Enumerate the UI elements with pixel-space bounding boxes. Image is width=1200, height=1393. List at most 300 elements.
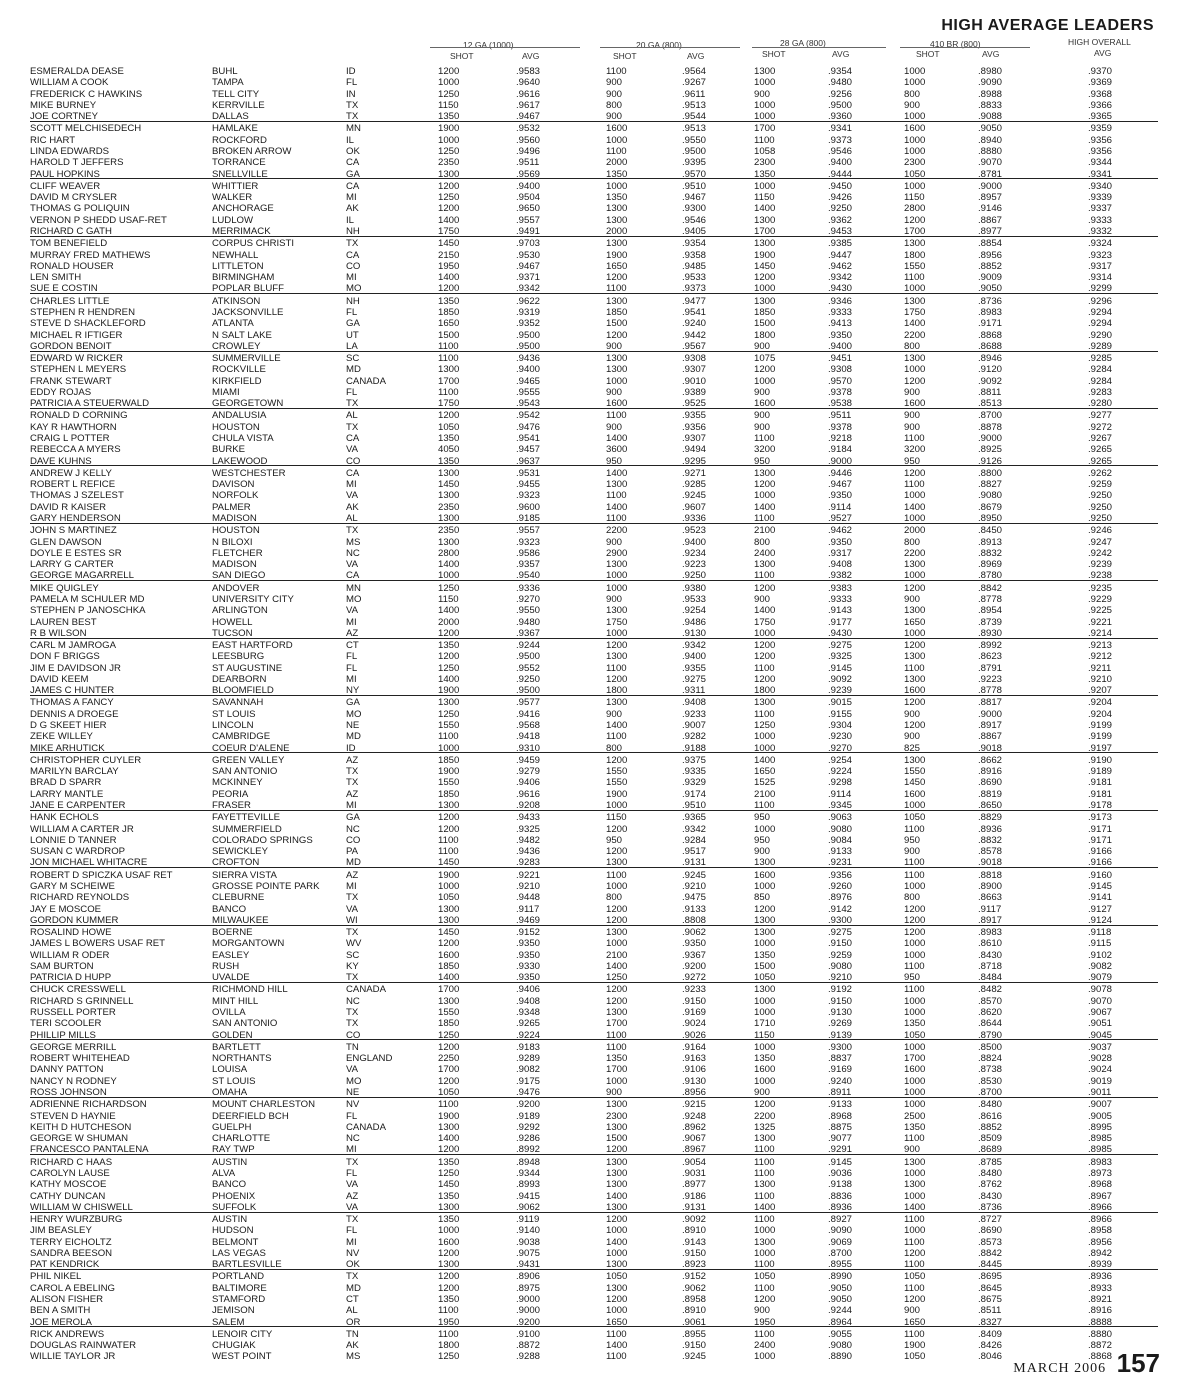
city-cell: NORTHANTS bbox=[212, 1053, 272, 1065]
shot-410-cell: 1300 bbox=[904, 605, 926, 617]
shooter-name-cell: GARY HENDERSON bbox=[30, 513, 121, 524]
avg-20-cell: .9442 bbox=[682, 329, 707, 341]
city-cell: GROSSE POINTE PARK bbox=[212, 880, 320, 892]
city-cell: SAN ANTONIO bbox=[212, 766, 278, 778]
avg-20-cell: .9541 bbox=[682, 306, 707, 318]
shot-410-cell: 1000 bbox=[904, 1167, 926, 1179]
shooter-name-cell: GLEN DAWSON bbox=[30, 536, 102, 548]
shooter-name-cell: LARRY G CARTER bbox=[30, 559, 114, 571]
shooter-name-cell: DAVID KEEM bbox=[30, 673, 89, 685]
shot-410-cell: 1000 bbox=[904, 1087, 926, 1098]
shot-12-cell: 1550 bbox=[438, 777, 460, 789]
shooter-name-cell: RICK ANDREWS bbox=[30, 1328, 105, 1340]
avg-12-cell: .9000 bbox=[516, 1294, 541, 1305]
avg-overall-cell: .9028 bbox=[1088, 1053, 1113, 1065]
shot-28-cell: 1400 bbox=[754, 605, 776, 617]
avg-12-cell: .9465 bbox=[516, 375, 541, 387]
avg-410-cell: .9000 bbox=[978, 433, 1003, 444]
avg-28-cell: .9080 bbox=[828, 823, 853, 835]
shot-12-cell: 1400 bbox=[438, 673, 460, 685]
avg-410-cell: .8570 bbox=[978, 995, 1003, 1007]
avg-410-cell: .8430 bbox=[978, 1190, 1003, 1202]
shooter-name-cell: SUSAN C WARDROP bbox=[30, 846, 126, 858]
avg-12-cell: .9250 bbox=[516, 673, 541, 685]
group-divider bbox=[30, 236, 1158, 237]
avg-12-cell: .9617 bbox=[516, 99, 541, 111]
shot-28-cell: 1200 bbox=[754, 582, 776, 594]
city-cell: ALVA bbox=[212, 1167, 236, 1179]
avg-overall-cell: .9171 bbox=[1088, 834, 1113, 846]
state-cell: CA bbox=[346, 433, 360, 444]
avg-410-cell: .8450 bbox=[978, 525, 1003, 537]
shot-20-cell: 1300 bbox=[606, 214, 628, 226]
shot-20-cell: 1000 bbox=[606, 570, 628, 582]
avg-12-cell: .9500 bbox=[516, 685, 541, 697]
avg-overall-cell: .9356 bbox=[1088, 134, 1113, 146]
shot-410-cell: 1600 bbox=[904, 685, 926, 697]
shooter-name-cell: RICHARD REYNOLDS bbox=[30, 892, 130, 904]
shot-20-cell: 800 bbox=[606, 892, 623, 904]
shot-12-cell: 1700 bbox=[438, 375, 460, 387]
shot-20-cell: 1500 bbox=[606, 1133, 628, 1145]
avg-overall-cell: .9299 bbox=[1088, 283, 1113, 295]
state-cell: FL bbox=[346, 386, 358, 398]
shooter-name-cell: JAMES L BOWERS USAF RET bbox=[30, 938, 166, 950]
shot-28-cell: 1000 bbox=[754, 111, 776, 123]
shot-28-cell: 1100 bbox=[754, 134, 775, 146]
avg-410-cell: .8878 bbox=[978, 421, 1003, 433]
avg-12-cell: .9289 bbox=[516, 1053, 541, 1065]
avg-20-cell: .9163 bbox=[682, 1053, 707, 1065]
avg-28-cell: .9354 bbox=[828, 66, 853, 77]
shooter-name-cell: DAVID R KAISER bbox=[30, 501, 107, 513]
avg-12-cell: .9183 bbox=[516, 1041, 541, 1053]
shot-28-cell: 2200 bbox=[754, 1110, 776, 1122]
city-cell: TELL CITY bbox=[212, 88, 260, 100]
shot-410-cell: 1000 bbox=[904, 364, 926, 376]
shooter-name-cell: PHIL NIKEL bbox=[30, 1271, 82, 1283]
avg-28-cell: .9383 bbox=[828, 582, 853, 594]
shot-410-cell: 2200 bbox=[904, 329, 926, 341]
avg-410-cell: .8868 bbox=[978, 329, 1003, 341]
shot-28-cell: 1200 bbox=[754, 673, 776, 685]
shot-20-cell: 1300 bbox=[606, 1282, 628, 1294]
avg-28-cell: .9300 bbox=[828, 914, 853, 926]
avg-overall-cell: .9204 bbox=[1088, 697, 1113, 709]
avg-28-cell: .9250 bbox=[828, 203, 853, 215]
shot-20-cell: 2000 bbox=[606, 157, 628, 169]
state-cell: VA bbox=[346, 444, 359, 456]
state-cell: GA bbox=[346, 697, 360, 709]
avg-20-cell: .9494 bbox=[682, 444, 707, 456]
shot-28-cell: 1400 bbox=[754, 501, 776, 513]
avg-410-cell: .8983 bbox=[978, 306, 1003, 318]
city-cell: LENOIR CITY bbox=[212, 1328, 273, 1340]
shot-12-cell: 1300 bbox=[438, 490, 460, 502]
shot-20-cell: 1100 bbox=[606, 1029, 627, 1041]
avg-28-cell: .9275 bbox=[828, 640, 853, 651]
avg-20-cell: .9307 bbox=[682, 364, 707, 376]
avg-28-cell: .9378 bbox=[828, 386, 853, 398]
avg-410-cell: .8940 bbox=[978, 134, 1003, 146]
shot-20-cell: 900 bbox=[606, 1087, 623, 1098]
shot-28-cell: 1650 bbox=[754, 766, 776, 778]
group-divider bbox=[30, 1212, 1158, 1213]
state-cell: MD bbox=[346, 857, 361, 869]
avg-overall-cell: .9369 bbox=[1088, 77, 1113, 89]
avg-410-cell: .9223 bbox=[978, 673, 1003, 685]
avg-410-cell: .8700 bbox=[978, 1087, 1003, 1098]
avg-12-cell: .9406 bbox=[516, 984, 541, 996]
avg-12-cell: .9038 bbox=[516, 1236, 541, 1248]
avg-410-cell: .8832 bbox=[978, 834, 1003, 846]
avg-overall-cell: .9124 bbox=[1088, 914, 1113, 926]
shooter-name-cell: WILLIAM W CHISWELL bbox=[30, 1201, 133, 1213]
shot-410-cell: 1300 bbox=[904, 673, 926, 685]
shooter-name-cell: SANDRA BEESON bbox=[30, 1247, 113, 1259]
state-cell: ID bbox=[346, 66, 356, 77]
avg-12-cell: .9185 bbox=[516, 513, 541, 524]
shot-20-cell: 2000 bbox=[606, 226, 628, 237]
shooter-name-cell: KEITH D HUTCHESON bbox=[30, 1121, 132, 1133]
shot-410-cell: 1100 bbox=[904, 869, 925, 881]
avg-410-cell: .8623 bbox=[978, 651, 1003, 663]
city-cell: RICHMOND HILL bbox=[212, 984, 288, 996]
avg-overall-cell: .9259 bbox=[1088, 479, 1113, 491]
shot-20-cell: 1300 bbox=[606, 697, 628, 709]
avg-20-cell: .9355 bbox=[682, 410, 707, 422]
shot-20-cell: 1000 bbox=[606, 938, 628, 950]
shot-20-cell: 1300 bbox=[606, 1007, 628, 1018]
shot-20-cell: 1700 bbox=[606, 1064, 628, 1076]
city-cell: UVALDE bbox=[212, 972, 250, 984]
avg-12-cell: .9371 bbox=[516, 272, 541, 284]
shot-20-cell: 2900 bbox=[606, 547, 628, 559]
avg-410-cell: .8977 bbox=[978, 226, 1003, 237]
avg-20-cell: .9335 bbox=[682, 766, 707, 778]
shooter-name-cell: GARY M SCHEIWE bbox=[30, 880, 115, 892]
avg-12-cell: .9500 bbox=[516, 340, 541, 352]
shot-410-cell: 1400 bbox=[904, 318, 926, 330]
avg-20-cell: .9395 bbox=[682, 157, 707, 169]
shot-28-cell: 900 bbox=[754, 846, 771, 858]
avg-overall-cell: .9011 bbox=[1088, 1087, 1112, 1098]
shot-20-cell: 1300 bbox=[606, 1099, 628, 1111]
state-cell: TX bbox=[346, 421, 359, 433]
avg-20-cell: .9174 bbox=[682, 788, 707, 800]
shooter-name-cell: NANCY N RODNEY bbox=[30, 1075, 117, 1087]
avg-410-cell: .9092 bbox=[978, 375, 1003, 387]
city-cell: N BILOXI bbox=[212, 536, 253, 548]
avg-410-cell: .8852 bbox=[978, 260, 1003, 272]
avg-12-cell: .9616 bbox=[516, 88, 541, 100]
shot-410-cell: 1000 bbox=[904, 1099, 926, 1111]
shot-20-cell: 1000 bbox=[606, 134, 628, 146]
avg-410-cell: .8644 bbox=[978, 1018, 1003, 1030]
city-cell: HAMLAKE bbox=[212, 123, 258, 135]
avg-410-cell: .8827 bbox=[978, 479, 1003, 491]
state-cell: IL bbox=[346, 134, 355, 146]
avg-28-cell: .9063 bbox=[828, 812, 853, 824]
header-rule-20 bbox=[600, 47, 740, 48]
shot-28-cell: 900 bbox=[754, 593, 771, 605]
shooter-name-cell: MARILYN BARCLAY bbox=[30, 766, 119, 778]
avg-12-cell: .9476 bbox=[516, 421, 541, 433]
state-cell: MD bbox=[346, 731, 361, 743]
avg-410-cell: .8913 bbox=[978, 536, 1003, 548]
avg-410-cell: .8509 bbox=[978, 1133, 1003, 1145]
avg-20-cell: .8910 bbox=[682, 1305, 707, 1317]
shot-28-cell: 1900 bbox=[754, 249, 776, 261]
shot-20-cell: 1800 bbox=[606, 685, 628, 697]
avg-12-cell: .9418 bbox=[516, 731, 541, 743]
avg-12-cell: .9400 bbox=[516, 180, 541, 192]
shot-12-cell: 2250 bbox=[438, 1053, 460, 1065]
shot-410-cell: 1000 bbox=[904, 1075, 926, 1087]
shot-28-cell: 1300 bbox=[754, 984, 776, 996]
shot-20-cell: 3600 bbox=[606, 444, 628, 456]
avg-overall-cell: .9238 bbox=[1088, 570, 1113, 582]
avg-overall-cell: .9181 bbox=[1088, 777, 1113, 789]
avg-28-cell: .9298 bbox=[828, 777, 853, 789]
avg-410-cell: .8867 bbox=[978, 731, 1003, 743]
avg-12-cell: .9586 bbox=[516, 547, 541, 559]
city-cell: NEWHALL bbox=[212, 249, 259, 261]
avg-20-cell: .9408 bbox=[682, 697, 707, 709]
avg-20-cell: .9248 bbox=[682, 1110, 707, 1122]
shot-410-cell: 900 bbox=[904, 1305, 921, 1317]
shot-12-cell: 1450 bbox=[438, 1179, 460, 1191]
shooter-name-cell: THOMAS J SZELEST bbox=[30, 490, 124, 502]
shot-28-cell: 1100 bbox=[754, 662, 775, 674]
avg-20-cell: .9607 bbox=[682, 501, 707, 513]
state-cell: TX bbox=[346, 398, 359, 410]
state-cell: GA bbox=[346, 812, 360, 824]
avg-20-cell: .9375 bbox=[682, 754, 707, 766]
shot-12-cell: 1050 bbox=[438, 421, 460, 433]
state-cell: KY bbox=[346, 960, 359, 972]
state-cell: FL bbox=[346, 1225, 358, 1237]
shot-410-cell: 1400 bbox=[904, 1201, 926, 1213]
shot-20-cell: 1250 bbox=[606, 972, 628, 984]
avg-12-cell: .9600 bbox=[516, 501, 541, 513]
state-cell: TX bbox=[346, 99, 359, 111]
avg-overall-cell: .9005 bbox=[1088, 1110, 1113, 1122]
shot-28-cell: 1200 bbox=[754, 651, 776, 663]
avg-28-cell: .9260 bbox=[828, 880, 853, 892]
avg-28-cell: .9350 bbox=[828, 329, 853, 341]
shot-28-cell: 1400 bbox=[754, 1201, 776, 1213]
avg-28-cell: .9192 bbox=[828, 984, 853, 996]
city-cell: CHUGIAK bbox=[212, 1340, 256, 1352]
shot-20-cell: 1200 bbox=[606, 272, 628, 284]
shot-410-cell: 1000 bbox=[904, 77, 926, 89]
avg-20-cell: .9533 bbox=[682, 272, 707, 284]
shot-12-cell: 1100 bbox=[438, 353, 459, 364]
shooter-name-cell: ESMERALDA DEASE bbox=[30, 66, 124, 77]
avg-12-cell: .9455 bbox=[516, 479, 541, 491]
avg-28-cell: .9145 bbox=[828, 662, 853, 674]
avg-overall-cell: .9284 bbox=[1088, 375, 1113, 387]
avg-28-cell: .8968 bbox=[828, 1110, 853, 1122]
avg-overall-cell: .9368 bbox=[1088, 88, 1113, 100]
state-cell: CA bbox=[346, 467, 360, 479]
shooter-name-cell: PAT KENDRICK bbox=[30, 1259, 100, 1271]
shot-410-cell: 2200 bbox=[904, 547, 926, 559]
avg-20-cell: .9233 bbox=[682, 984, 707, 996]
avg-28-cell: .9333 bbox=[828, 593, 853, 605]
shot-28-cell: 1710 bbox=[754, 1018, 776, 1030]
shooter-name-cell: LONNIE D TANNER bbox=[30, 834, 117, 846]
shot-28-cell: 1150 bbox=[754, 192, 775, 204]
shot-28-cell: 1100 bbox=[754, 1167, 775, 1179]
shot-12-cell: 1850 bbox=[438, 960, 460, 972]
shot-28-cell: 1800 bbox=[754, 685, 776, 697]
avg-410-cell: .9117 bbox=[978, 903, 1002, 915]
avg-12-cell: .9221 bbox=[516, 869, 541, 881]
avg-410-cell: .8790 bbox=[978, 1029, 1003, 1041]
avg-28-cell: .9360 bbox=[828, 111, 853, 123]
shot-12-cell: 1900 bbox=[438, 766, 460, 778]
shot-12-cell: 1200 bbox=[438, 410, 460, 422]
avg-20-cell: .9010 bbox=[682, 375, 707, 387]
avg-20-cell: .9169 bbox=[682, 1007, 707, 1018]
city-cell: BOERNE bbox=[212, 927, 253, 938]
state-cell: CT bbox=[346, 640, 359, 651]
avg-28-cell: .9408 bbox=[828, 559, 853, 571]
avg-20-cell: .9188 bbox=[682, 742, 707, 754]
avg-20-cell: .9152 bbox=[682, 1271, 707, 1283]
avg-12-cell: .9330 bbox=[516, 960, 541, 972]
state-cell: TX bbox=[346, 111, 359, 123]
avg-12-cell: .9555 bbox=[516, 386, 541, 398]
avg-410-cell: .9018 bbox=[978, 742, 1003, 754]
avg-12-cell: .9530 bbox=[516, 249, 541, 261]
shot-12-cell: 2000 bbox=[438, 616, 460, 628]
avg-28-cell: .9055 bbox=[828, 1328, 853, 1340]
shot-410-cell: 1000 bbox=[904, 283, 926, 295]
shot-20-cell: 900 bbox=[606, 536, 623, 548]
shot-20-cell: 800 bbox=[606, 742, 623, 754]
shooter-name-cell: DENNIS A DROEGE bbox=[30, 708, 119, 720]
avg-410-cell: .8925 bbox=[978, 444, 1003, 456]
shot-28-cell: 1200 bbox=[754, 1294, 776, 1305]
avg-12-cell: .9406 bbox=[516, 777, 541, 789]
shot-28-cell: 1950 bbox=[754, 1316, 776, 1328]
state-cell: UT bbox=[346, 329, 359, 341]
avg-overall-cell: .8995 bbox=[1088, 1121, 1113, 1133]
shot-28-cell: 1450 bbox=[754, 260, 776, 272]
avg-overall-cell: .9178 bbox=[1088, 800, 1113, 811]
avg-12-cell: .9152 bbox=[516, 927, 541, 938]
avg-20-cell: .9130 bbox=[682, 1075, 707, 1087]
avg-20-cell: .9350 bbox=[682, 938, 707, 950]
shooter-name-cell: DAVE KUHNS bbox=[30, 455, 92, 467]
avg-12-cell: .9448 bbox=[516, 892, 541, 904]
state-cell: CA bbox=[346, 180, 360, 192]
avg-12-cell: .9200 bbox=[516, 1099, 541, 1111]
avg-410-cell: .8727 bbox=[978, 1214, 1003, 1225]
avg-overall-cell: .8968 bbox=[1088, 1179, 1113, 1191]
avg-20-cell: .9284 bbox=[682, 834, 707, 846]
avg-28-cell: .9133 bbox=[828, 1099, 853, 1111]
shot-410-cell: 1000 bbox=[904, 1041, 926, 1053]
state-cell: CO bbox=[346, 1029, 361, 1041]
shot-20-cell: 1500 bbox=[606, 318, 628, 330]
shot-410-cell: 800 bbox=[904, 536, 921, 548]
avg-12-cell: .9616 bbox=[516, 788, 541, 800]
avg-28-cell: .9382 bbox=[828, 570, 853, 582]
avg-12-cell: .9350 bbox=[516, 972, 541, 984]
shot-12-cell: 1000 bbox=[438, 77, 460, 89]
avg-410-cell: .8700 bbox=[978, 410, 1003, 422]
avg-overall-cell: .9242 bbox=[1088, 547, 1113, 559]
shooter-name-cell: PAUL HOPKINS bbox=[30, 168, 100, 180]
avg-28-cell: .9275 bbox=[828, 927, 853, 938]
avg-20-cell: .8967 bbox=[682, 1144, 707, 1156]
shooter-name-cell: MIKE QUIGLEY bbox=[30, 582, 99, 594]
avg-12-cell: .9283 bbox=[516, 857, 541, 869]
city-cell: SUFFOLK bbox=[212, 1201, 257, 1213]
shot-28-cell: 1150 bbox=[754, 1029, 775, 1041]
city-cell: TORRANCE bbox=[212, 157, 266, 169]
shot-20-cell: 1600 bbox=[606, 123, 628, 135]
shot-410-cell: 1100 bbox=[904, 433, 925, 444]
shot-12-cell: 1000 bbox=[438, 742, 460, 754]
state-cell: CANADA bbox=[346, 375, 386, 387]
state-cell: NH bbox=[346, 295, 360, 307]
avg-410-cell: .8781 bbox=[978, 168, 1003, 180]
avg-20-cell: .9130 bbox=[682, 627, 707, 639]
shot-28-cell: 1000 bbox=[754, 1225, 776, 1237]
state-cell: AL bbox=[346, 513, 358, 524]
avg-12-cell: .9622 bbox=[516, 295, 541, 307]
avg-20-cell: .9271 bbox=[682, 467, 707, 479]
avg-410-cell: .8824 bbox=[978, 1053, 1003, 1065]
shot-12-cell: 1850 bbox=[438, 788, 460, 800]
shot-12-cell: 1050 bbox=[438, 1087, 460, 1098]
avg-overall-cell: .9102 bbox=[1088, 949, 1113, 961]
avg-28-cell: .9304 bbox=[828, 720, 853, 731]
shot-20-cell: 1350 bbox=[606, 1053, 628, 1065]
shot-20-cell: 1100 bbox=[606, 283, 627, 295]
avg-12-cell: .9350 bbox=[516, 938, 541, 950]
avg-410-cell: .8573 bbox=[978, 1236, 1003, 1248]
city-cell: SIERRA VISTA bbox=[212, 869, 277, 881]
avg-overall-cell: .9294 bbox=[1088, 318, 1113, 330]
avg-28-cell: .9385 bbox=[828, 238, 853, 250]
avg-12-cell: .9640 bbox=[516, 77, 541, 89]
avg-overall-cell: .8973 bbox=[1088, 1167, 1113, 1179]
shot-28-cell: 1300 bbox=[754, 1236, 776, 1248]
shooter-name-cell: KATHY MOSCOE bbox=[30, 1179, 107, 1191]
shooter-name-cell: HAROLD T JEFFERS bbox=[30, 157, 124, 169]
state-cell: NC bbox=[346, 995, 360, 1007]
avg-410-cell: .8969 bbox=[978, 559, 1003, 571]
shot-410-cell: 1100 bbox=[904, 960, 925, 972]
avg-20-cell: .8910 bbox=[682, 1225, 707, 1237]
avg-overall-cell: .9141 bbox=[1088, 892, 1113, 904]
avg-overall-cell: .9277 bbox=[1088, 410, 1113, 422]
shot-410-cell: 1700 bbox=[904, 226, 926, 237]
city-cell: SNELLVILLE bbox=[212, 168, 268, 180]
avg-410-cell: .8800 bbox=[978, 467, 1003, 479]
footer-page-number: 157 bbox=[1116, 1348, 1160, 1378]
state-cell: PA bbox=[346, 846, 359, 858]
avg-410-cell: .9018 bbox=[978, 857, 1003, 869]
avg-410-cell: .8695 bbox=[978, 1271, 1003, 1283]
shooter-name-cell: DOUGLAS RAINWATER bbox=[30, 1340, 137, 1352]
